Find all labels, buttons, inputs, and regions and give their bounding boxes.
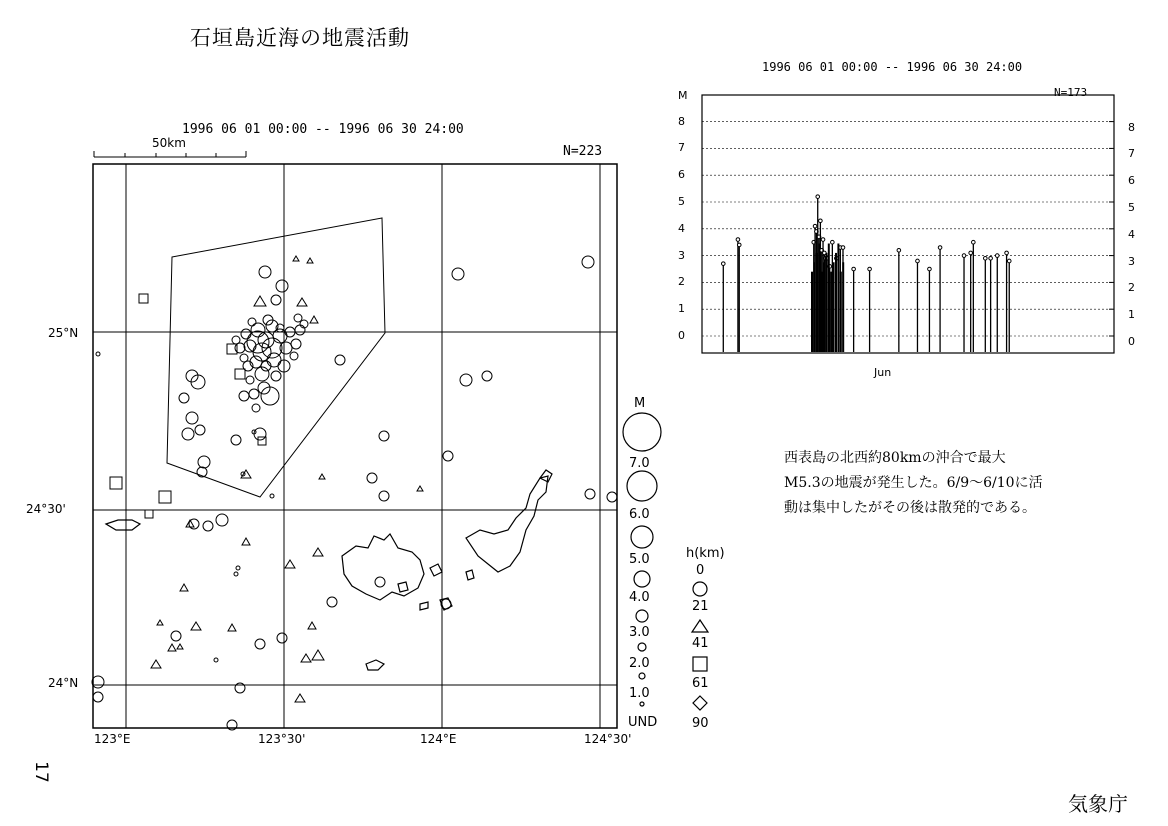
event-point — [1005, 251, 1009, 255]
small-island-1 — [398, 582, 408, 592]
event-point — [972, 240, 976, 244]
event-point — [736, 238, 740, 242]
timeline-y-tick-label-left: 2 — [678, 275, 685, 289]
map-scale-label: 50km — [152, 136, 186, 150]
iriomote-island — [342, 534, 424, 600]
event-point — [737, 243, 741, 247]
event-point — [721, 262, 725, 266]
hateruma-island — [366, 660, 384, 670]
timeline-y-tick-label-right: 5 — [1128, 201, 1135, 214]
ishigaki-island — [466, 476, 548, 572]
mag-label-2: 2.0 — [629, 656, 650, 671]
event-point — [897, 248, 901, 252]
timeline-y-tick-label-left: 8 — [678, 114, 685, 128]
depth-square-icon — [693, 657, 707, 671]
depth-label-61: 61 — [692, 676, 709, 691]
timeline-bars — [721, 195, 1011, 352]
map-frame — [93, 164, 617, 728]
kohama-island — [430, 564, 442, 576]
agency-name: 気象庁 — [1068, 792, 1128, 816]
timeline-y-tick-label-left: 7 — [678, 141, 685, 155]
lon-label-124e: 124°E — [420, 732, 457, 746]
lon-label-124-30: 124°30' — [584, 732, 632, 746]
event-point — [928, 267, 932, 271]
event-point — [962, 254, 966, 258]
timeline-y-tick-label-right: 7 — [1128, 147, 1135, 161]
event-point — [989, 256, 993, 260]
event-point — [852, 267, 856, 271]
yonaguni-island — [106, 520, 140, 530]
mag-label-3: 3.0 — [629, 625, 650, 640]
depth-label-21: 21 — [692, 599, 709, 614]
timeline-y-axis-label: M — [678, 89, 688, 102]
timeline-x-label: Jun — [874, 366, 892, 379]
description-line-2: M5.3の地震が発生した。6/9～6/10に活 — [784, 475, 1043, 491]
timeline-y-tick-label-right: 2 — [1128, 281, 1135, 295]
timeline-grid — [702, 122, 1114, 336]
timeline-frame — [702, 95, 1114, 353]
timeline-y-tick-label-left: 3 — [678, 248, 685, 262]
mag-label-6: 6.0 — [629, 507, 650, 522]
event-point — [984, 256, 988, 260]
event-point — [868, 267, 872, 271]
timeline-y-tick-label-left: 0 — [678, 329, 685, 342]
depth-circle-icon — [693, 582, 707, 596]
event-point — [969, 251, 973, 255]
timeline-y-tick-label-right: 3 — [1128, 254, 1135, 268]
mag-label-und: UND — [628, 715, 658, 730]
scale-bar — [94, 151, 246, 157]
timeline-y-tick-label-left: 5 — [678, 195, 685, 208]
event-point — [995, 254, 999, 258]
event-point — [813, 224, 817, 228]
timeline-y-tick-label-right: 6 — [1128, 174, 1135, 188]
timeline-y-tick-label-left: 4 — [678, 221, 685, 235]
timeline-y-tick-label-left: 1 — [678, 302, 685, 316]
taketomi-island — [466, 570, 474, 580]
mag-label-5: 5.0 — [629, 552, 650, 567]
timeline-y-tick-label-right: 1 — [1128, 308, 1135, 322]
event-point — [821, 238, 825, 242]
event-point — [831, 240, 835, 244]
depth-legend-title: h(km) — [686, 546, 725, 561]
depth-label-0: 0 — [696, 563, 705, 578]
timeline-period: 1996 06 01 00:00 -- 1996 06 30 24:00 — [762, 60, 1023, 74]
timeline-y-tick-label-right: 4 — [1128, 227, 1135, 241]
depth-label-90: 90 — [692, 716, 709, 731]
timeline-y-tick-label-left: 6 — [678, 168, 685, 182]
event-point — [819, 219, 823, 223]
lon-label-123-30: 123°30' — [258, 732, 306, 746]
map-period: 1996 06 01 00:00 -- 1996 06 30 24:00 — [182, 122, 464, 137]
mag-label-1: 1.0 — [629, 686, 650, 701]
event-point — [1007, 259, 1011, 263]
page-title: 石垣島近海の地震活動 — [190, 26, 410, 50]
description-line-1: 西表島の北西約80kmの沖合で最大 — [784, 450, 1006, 466]
depth-label-41: 41 — [692, 636, 709, 651]
small-island-2 — [420, 602, 428, 610]
map-event-count: N=223 — [563, 144, 603, 159]
description-line-3: 動は集中したがその後は散発的である。 — [784, 500, 1036, 516]
event-point — [816, 195, 820, 199]
lat-label-24n: 24°N — [48, 676, 79, 690]
description-text — [784, 446, 1043, 521]
event-point — [938, 246, 942, 250]
mag-label-4: 4.0 — [629, 590, 650, 605]
event-point — [841, 246, 845, 250]
magnitude-legend-title: M — [634, 396, 646, 411]
depth-triangle-icon — [692, 620, 708, 632]
map-grid — [93, 164, 617, 728]
event-point — [916, 259, 920, 263]
timeline-event-count: N=173 — [1054, 86, 1088, 99]
lat-label-25n: 25°N — [48, 326, 79, 340]
timeline-y-tick-label-right: 0 — [1128, 335, 1135, 348]
mag-label-7: 7.0 — [629, 456, 650, 471]
depth-diamond-icon — [693, 696, 707, 710]
page-number: 17 — [30, 761, 51, 783]
lat-label-24-30: 24°30' — [26, 502, 66, 516]
lon-label-123e: 123°E — [94, 732, 131, 746]
timeline-y-tick-label-right: 8 — [1128, 120, 1135, 134]
